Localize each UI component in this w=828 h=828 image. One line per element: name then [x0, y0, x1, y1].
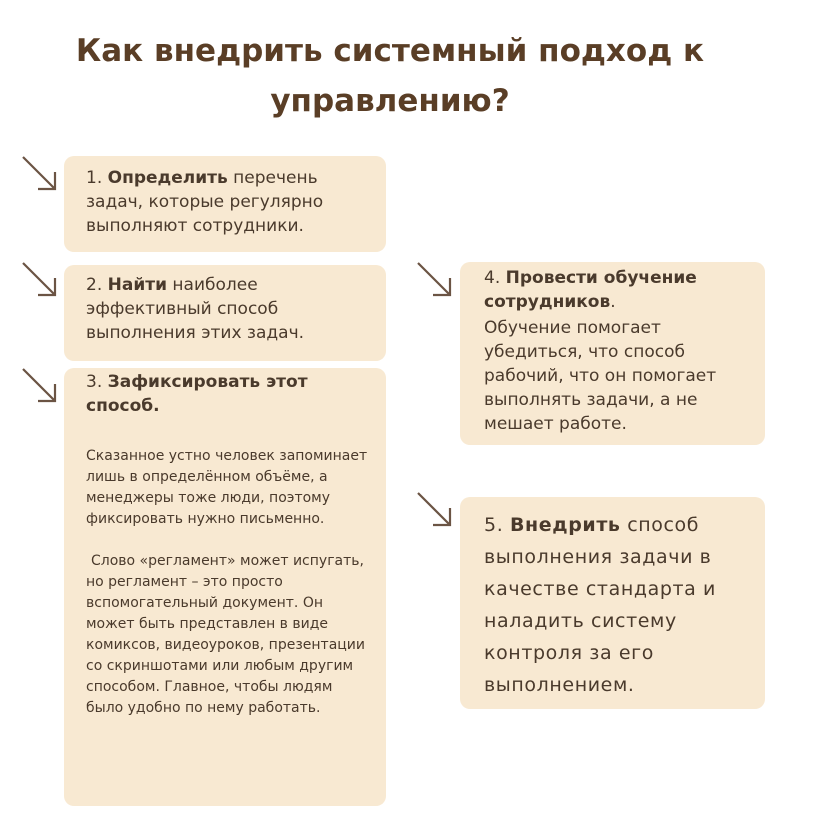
- title-line-1: Как внедрить системный подход к: [75, 33, 705, 69]
- step-number: 3.: [86, 372, 103, 392]
- step-action: Найти: [107, 275, 168, 295]
- arrow-down-right-icon: [415, 260, 455, 300]
- step-action: Внедрить: [509, 514, 621, 536]
- step-text: способ выполнения задачи в качестве стандарта и наладить систему контроля за его выполнением.: [484, 514, 716, 696]
- step-number: 1.: [86, 168, 103, 188]
- step-action: Провести обучение сотрудников: [484, 268, 697, 312]
- title-line-2: управлению?: [270, 83, 510, 119]
- arrow-down-right-icon: [20, 154, 60, 194]
- step-description: [86, 446, 372, 719]
- step-card-2: [64, 265, 386, 361]
- step-paragraph-2: Слово «регламент» может испугать, но регламент – это просто вспомогательный документ. Он может быть представлен в виде комиксов, видеоуроков, презентации со скриншотами или любым другим способом. Главное, чтобы людям было удобно по нему работать.: [86, 553, 365, 716]
- step-text: наиболее эффективный способ выполнения этих задач.: [86, 275, 305, 343]
- step-card-1: [64, 156, 386, 252]
- step-number: 4.: [484, 268, 501, 288]
- arrow-down-right-icon: [20, 260, 60, 300]
- step-card-4: [460, 262, 765, 445]
- step-action: Зафиксировать этот способ.: [86, 372, 308, 416]
- step-description: Обучение помогает убедиться, что способ рабочий, что он помогает выполнять задачи, а не мешает работе.: [484, 318, 717, 434]
- step-heading: [484, 266, 753, 314]
- step-heading-dot: .: [610, 292, 616, 312]
- step-number: 2.: [86, 275, 103, 295]
- step-text: перечень задач, которые регулярно выполняют сотрудники.: [86, 168, 324, 236]
- step-number: 5.: [484, 514, 504, 536]
- step-heading: [86, 370, 372, 418]
- step-card-3: [64, 368, 386, 806]
- arrow-down-right-icon: [20, 366, 60, 406]
- step-paragraph-1: Сказанное устно человек запоминает лишь в определённом объёме, а менеджеры тоже люди, поэтому фиксировать нужно письменно.: [86, 448, 368, 527]
- step-card-5: [460, 497, 765, 709]
- page-title: [40, 26, 740, 126]
- step-action: Определить: [107, 168, 228, 188]
- arrow-down-right-icon: [415, 490, 455, 530]
